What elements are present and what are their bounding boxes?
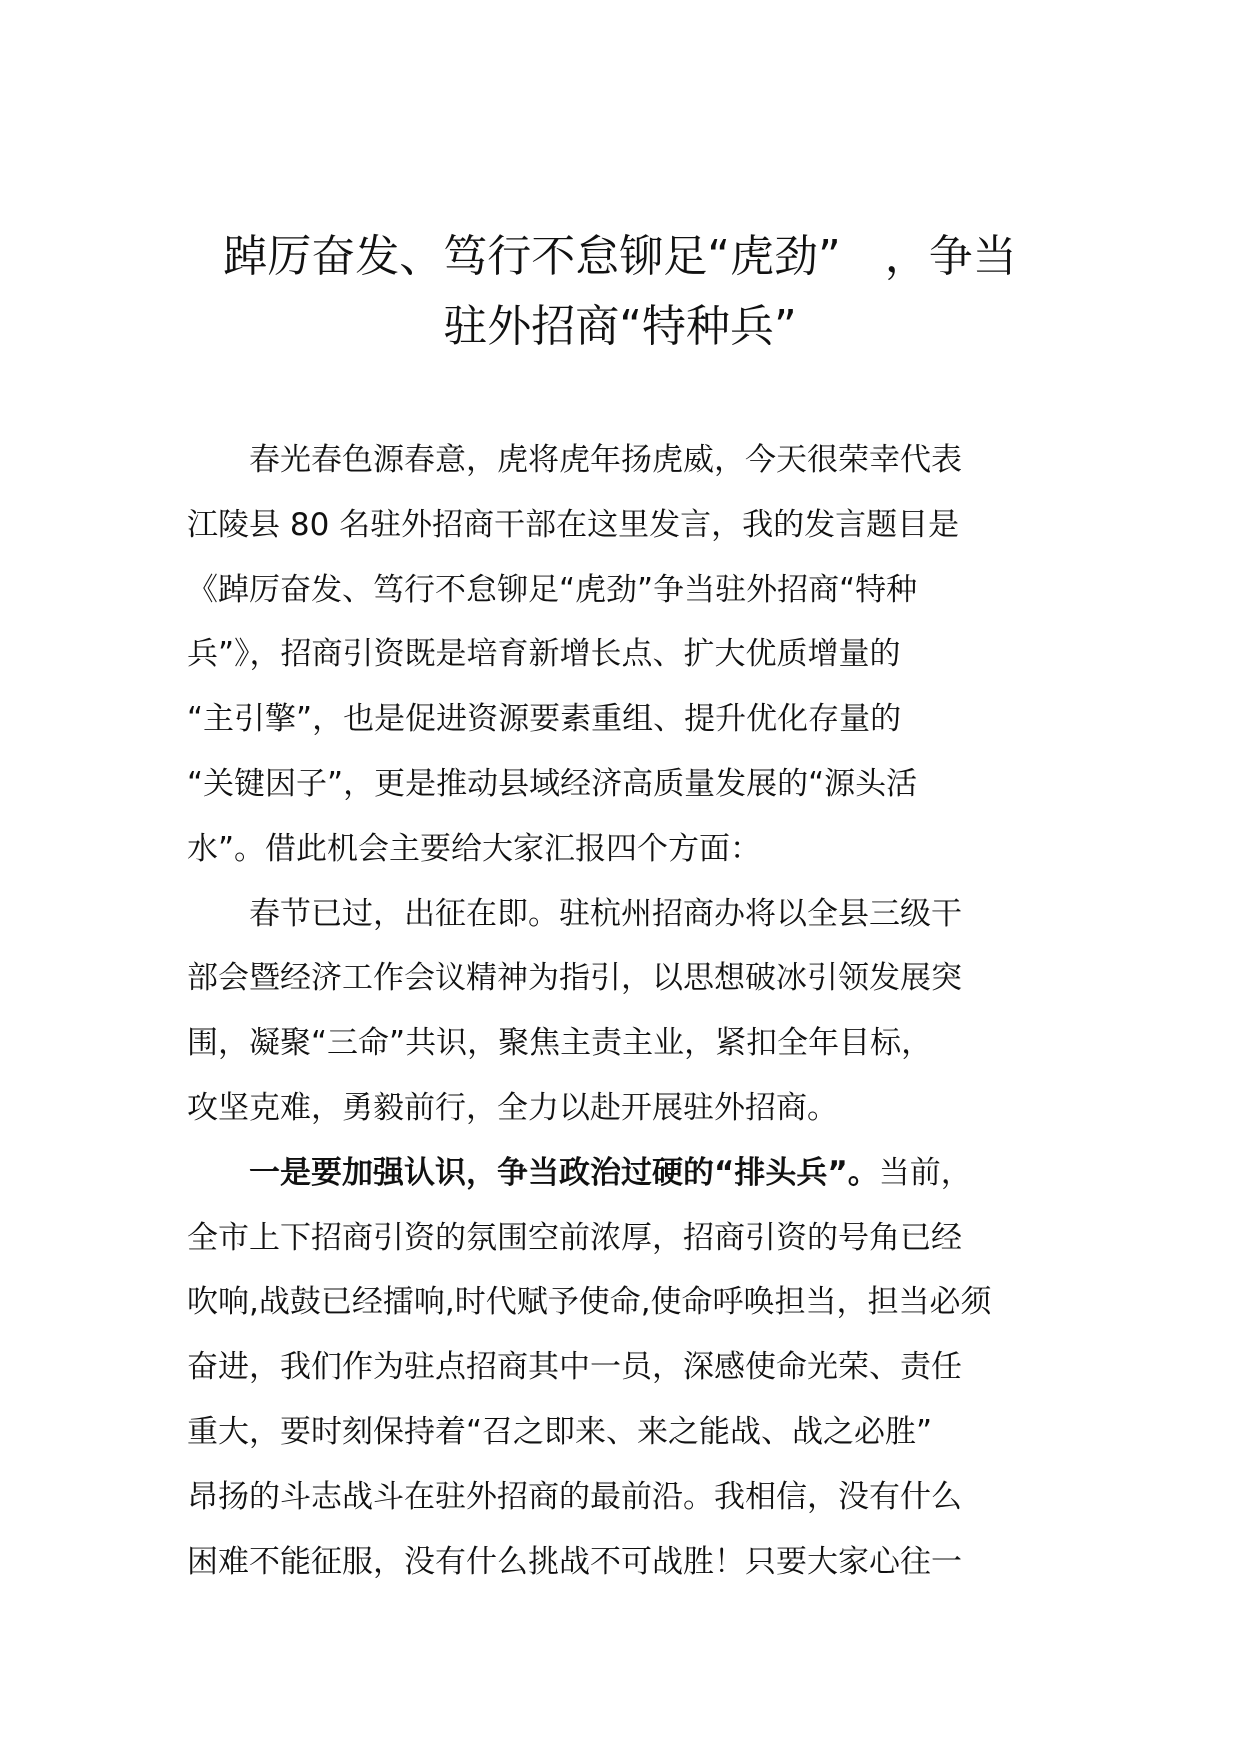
text-run: 当前， — [878, 1154, 972, 1191]
text-line: 春光春色源春意，虎将虎年扬虎威，今天很荣幸代表 — [249, 442, 962, 478]
text-line: 奋进，我们作为驻点招商其中一员，深感使命光荣、责任 — [187, 1349, 962, 1386]
text-line — [187, 1141, 1061, 1206]
document-title — [150, 222, 1090, 362]
document-body — [187, 428, 1061, 1594]
title-line: 驻外招商“特种兵” — [443, 301, 797, 352]
paragraph-point-one — [187, 1141, 1061, 1595]
text-line: 困难不能征服，没有什么挑战不可战胜！只要大家心往一 — [187, 1543, 962, 1580]
text-line: “关键因子”，更是推动县域经济高质量发展的“源头活 — [187, 765, 918, 802]
title-line: 踔厉奋发、笃行不怠铆足“虎劲” ，争当 — [223, 231, 1017, 282]
text-line: 重大，要时刻保持着“召之即来、来之能战、战之必胜” — [187, 1413, 933, 1450]
text-line: 春节已过，出征在即。驻杭州招商办将以全县三级干 — [249, 895, 962, 932]
text-line: 吹响,战鼓已经擂响,时代赋予使命,使命呼唤担当，担当必须 — [187, 1284, 992, 1321]
text-line: 围，凝聚“三命”共识，聚焦主责主业，紧扣全年目标， — [187, 1025, 933, 1062]
text-line: 攻坚克难，勇毅前行，全力以赴开展驻外招商。 — [187, 1089, 838, 1126]
text-line: 江陵县 80 名驻外招商干部在这里发言，我的发言题目是 — [187, 506, 960, 543]
paragraph-spring-festival — [187, 882, 1061, 1141]
text-line: 全市上下招商引资的氛围空前浓厚，招商引资的号角已经 — [187, 1219, 962, 1256]
section-heading-bold: 一是要加强认识，争当政治过硬的“排头兵”。 — [249, 1154, 879, 1191]
text-line: “主引擎”，也是促进资源要素重组、提升优化存量的 — [187, 701, 902, 738]
paragraph-intro — [187, 428, 1061, 882]
text-line: 昂扬的斗志战斗在驻外招商的最前沿。我相信，没有什么 — [187, 1478, 962, 1515]
text-line: 兵”》，招商引资既是培育新增长点、扩大优质增量的 — [187, 636, 901, 673]
text-line: 《踔厉奋发、笃行不怠铆足“虎劲”争当驻外招商“特种 — [187, 571, 918, 608]
text-line: 水”。借此机会主要给大家汇报四个方面： — [187, 830, 762, 867]
text-line: 部会暨经济工作会议精神为指引，以思想破冰引领发展突 — [187, 960, 962, 997]
